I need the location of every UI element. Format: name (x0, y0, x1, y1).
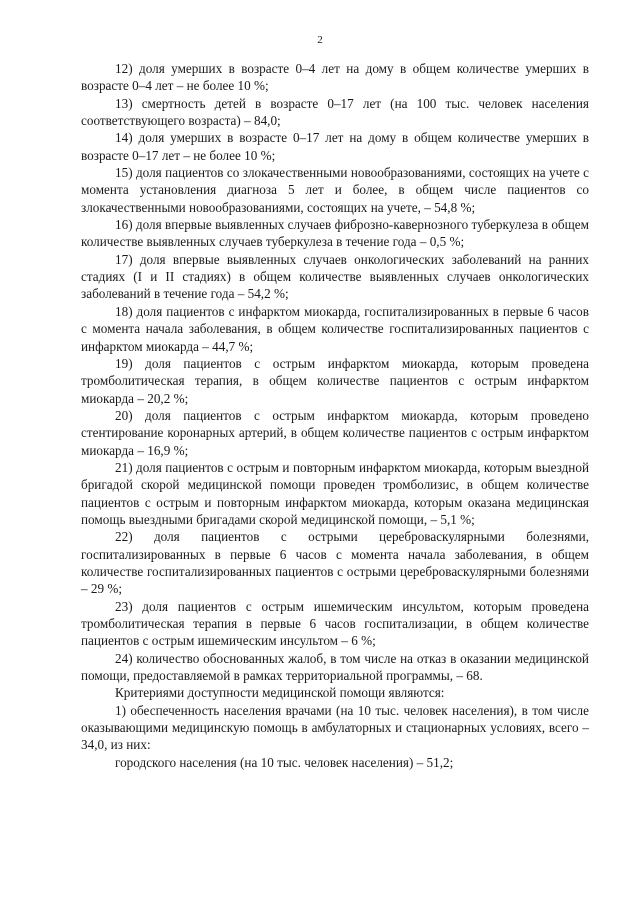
section-heading-accessibility: Критериями доступности медицинской помощи являются: (115, 685, 445, 701)
paragraph-item-21: 21) доля пациентов с острым и повторным инфарктом миокарда, которым выездной бригадой скорой медицинской помощи проведен тромболизис, в общем количестве пациентов с острым и повторным инфарктом миокарда, которым оказана медицинская помощь выездными бригадами скорой медицинской помощи, – 5,1 %; (81, 459, 589, 527)
paragraph-item-16: 16) доля впервые выявленных случаев фиброзно-кавернозного туберкулеза в общем количестве выявленных случаев туберкулеза в течение года – 0,5 %; (81, 217, 589, 250)
paragraph-item-23: 23) доля пациентов с острым ишемическим инсультом, которым проведена тромболитическая терапия в первые 6 часов госпитализации, в общем количестве пациентов с острым ишемическим инсультом – 6 %; (81, 598, 589, 649)
paragraph-item-20: 20) доля пациентов с острым инфарктом миокарда, которым проведено стентирование коронарных артерий, в общем количестве пациентов с острым инфарктом миокарда – 16,9 %; (81, 407, 589, 458)
paragraph-item-17: 17) доля впервые выявленных случаев онкологических заболеваний на ранних стадиях (I и II стадиях) в общем количестве выявленных случаев онкологических заболеваний в течение года – 54,2 %; (81, 251, 589, 302)
paragraph-item-12: 12) доля умерших в возрасте 0–4 лет на дому в общем количестве умерших в возрасте 0–4 лет – не более 10 %; (81, 61, 589, 94)
paragraph-item-1: 1) обеспеченность населения врачами (на 10 тыс. человек населения), в том числе оказывающими медицинскую помощь в амбулаторных и стационарных условиях, всего – 34,0, из них: (81, 702, 589, 753)
paragraph-item-24: 24) количество обоснованных жалоб, в том числе на отказ в оказании медицинской помощи, предоставляемой в рамках территориальной программы, – 68. (81, 650, 589, 684)
paragraph-urban-population: городского населения (на 10 тыс. человек населения) – 51,2; (115, 754, 454, 770)
paragraph-item-14: 14) доля умерших в возрасте 0–17 лет на дому в общем количестве умерших в возрасте 0–17 лет – не более 10 %; (81, 130, 589, 163)
paragraph-item-13: 13) смертность детей в возрасте 0–17 лет (на 100 тыс. человек населения соответствующего возраста) – 84,0; (81, 95, 589, 129)
paragraph-item-18: 18) доля пациентов с инфарктом миокарда, госпитализированных в первые 6 часов с момента начала заболевания, в общем количестве госпитализированных пациентов с инфарктом миокарда – 44,7 %; (81, 303, 589, 354)
paragraph-item-22: 22) доля пациентов с острыми цереброваскулярными болезнями, госпитализированных в первые 6 часов с момента начала заболевания, в общем количестве госпитализированных пациентов с острыми цереброваскулярными болезнями – 29 %; (81, 529, 589, 597)
document-body (81, 60, 589, 771)
paragraph-item-15: 15) доля пациентов со злокачественными новообразованиями, состоящих на учете с момента установления диагноза 5 лет и более, в общем числе пациентов со злокачественными новообразованиями, состоящих на учете, – 54,8 %; (81, 165, 589, 215)
paragraph-item-19: 19) доля пациентов с острым инфарктом миокарда, которым проведена тромболитическая терапия, в общем количестве пациентов с острым инфарктом миокарда – 20,2 %; (81, 355, 589, 406)
page-number: 2 (317, 34, 323, 46)
